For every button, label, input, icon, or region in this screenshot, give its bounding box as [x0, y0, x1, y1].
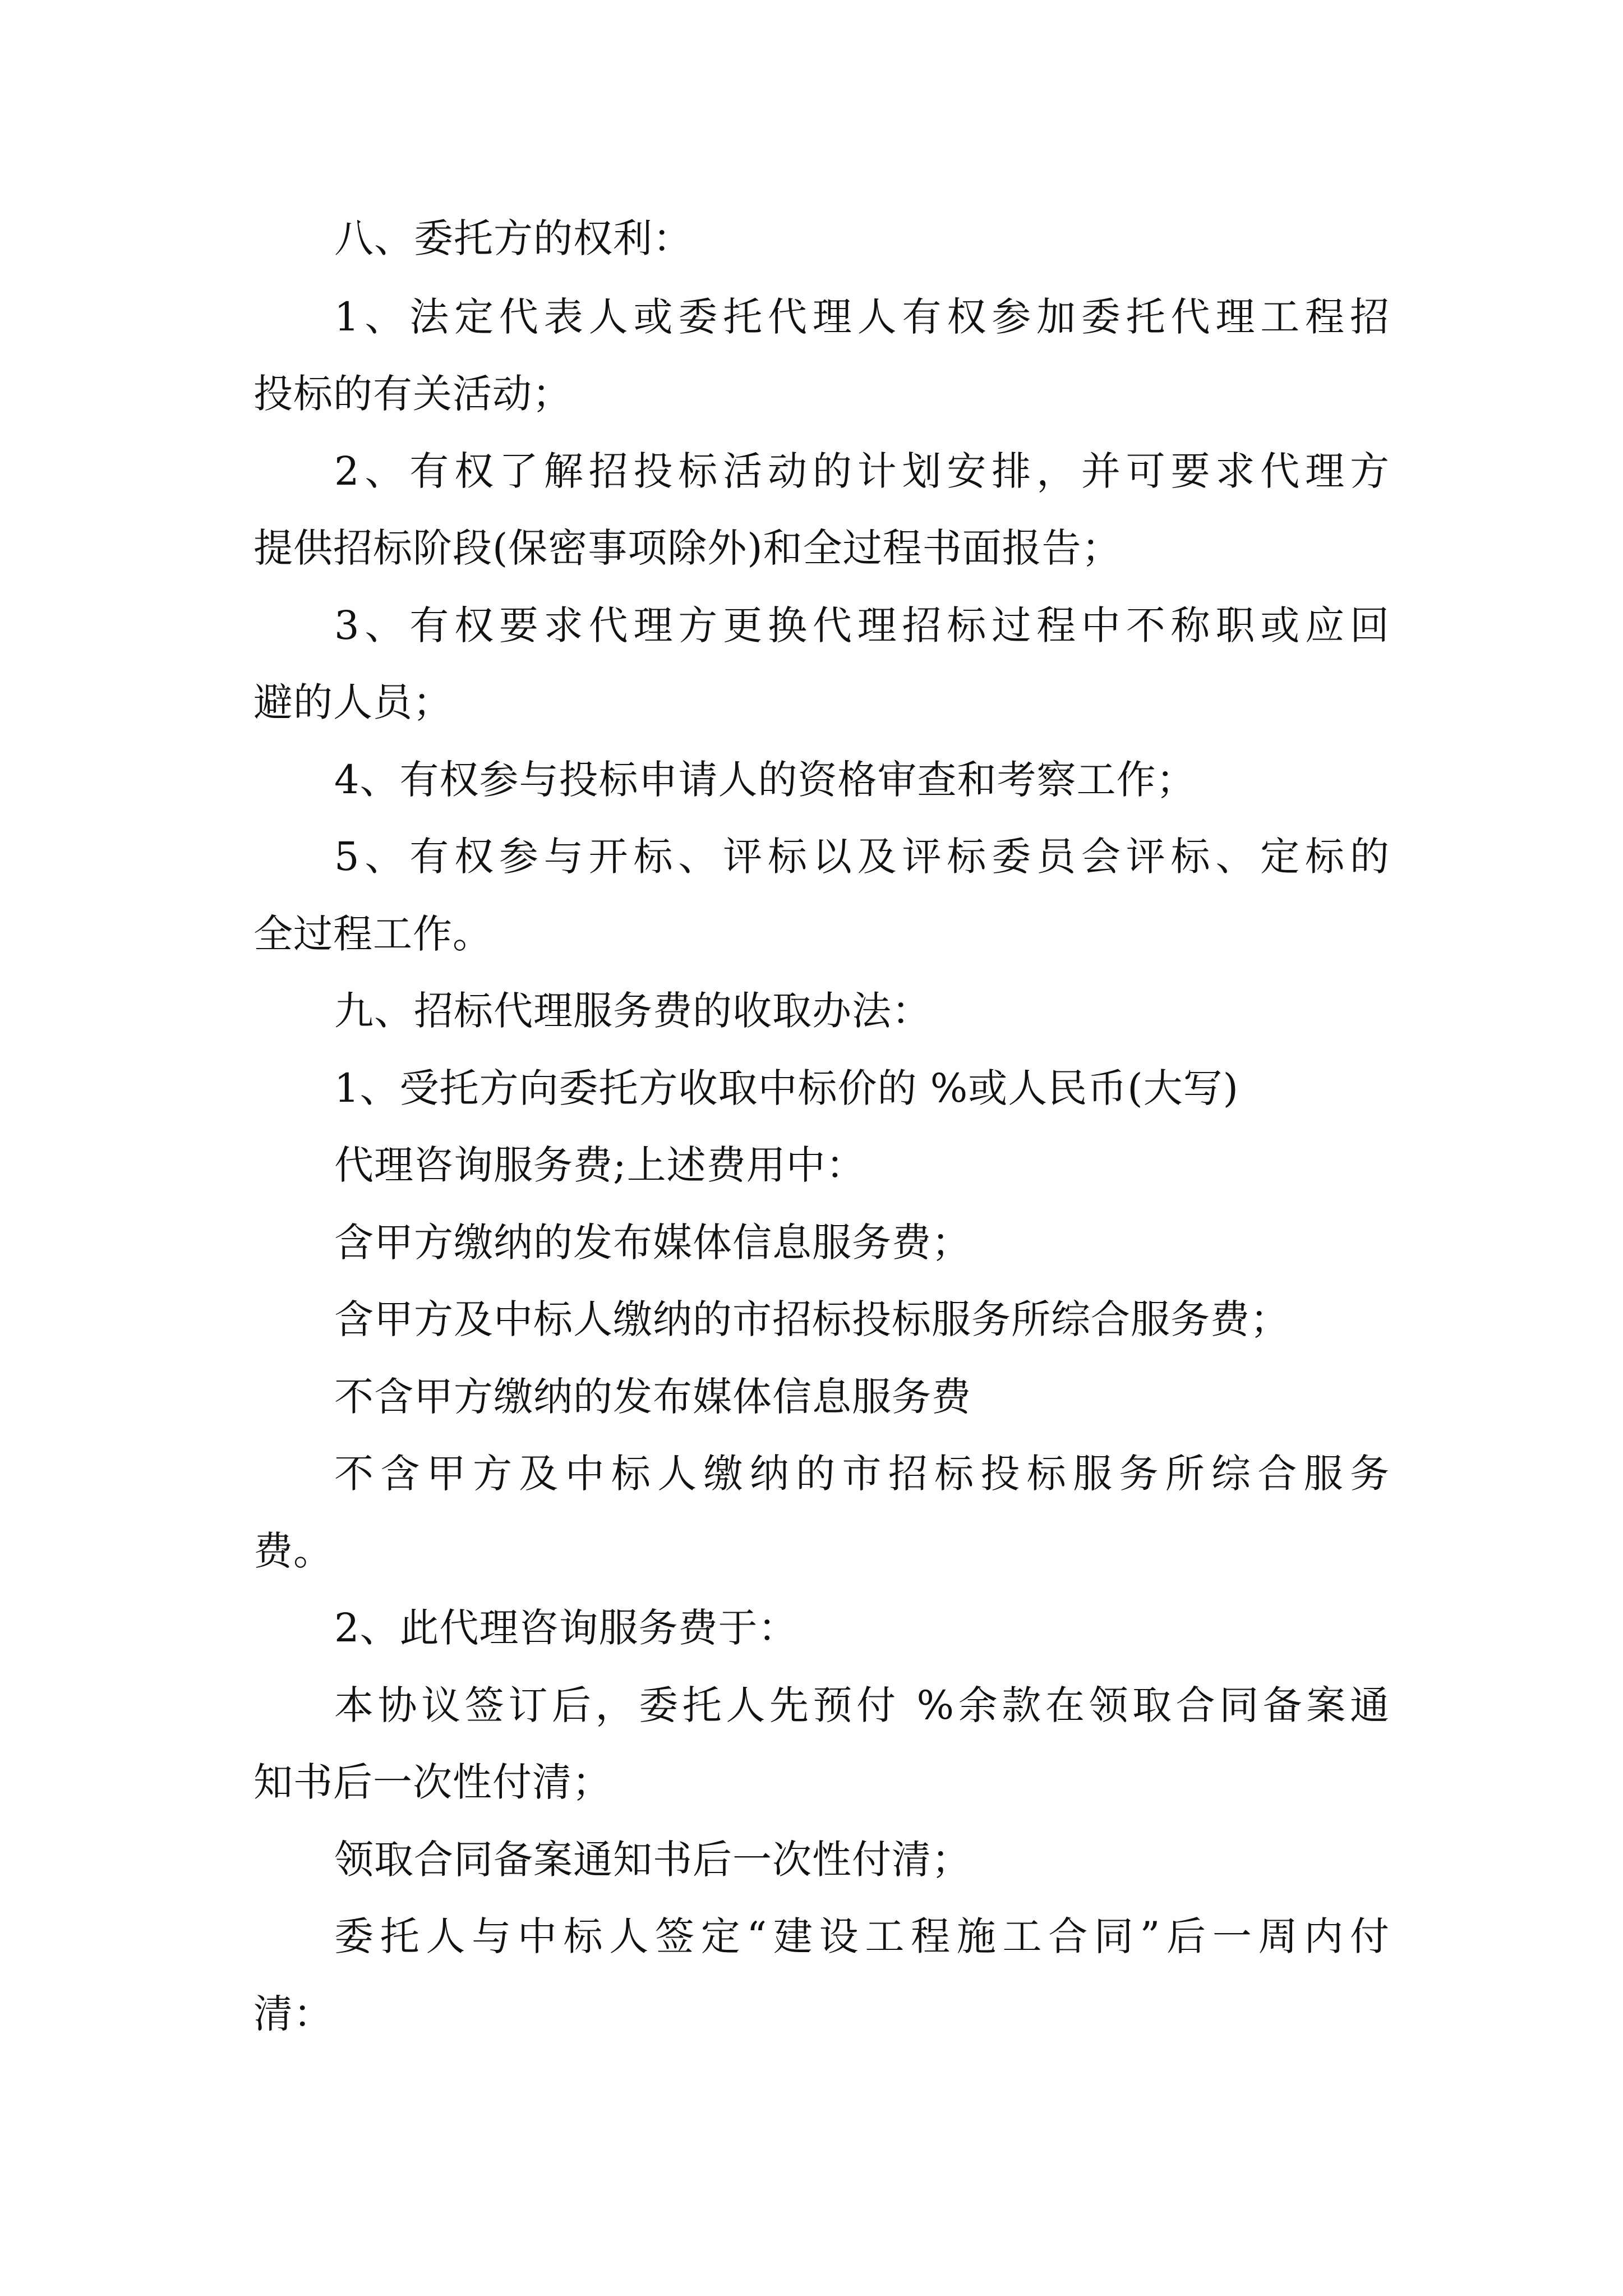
section-heading-8: 八、委托方的权利：	[334, 215, 693, 261]
paragraph-line: 不含甲方缴纳的发布媒体信息服务费	[334, 1374, 971, 1420]
paragraph-line: 委托人与中标人签定“建设工程施工合同”后一周内付	[334, 1913, 1390, 1959]
paragraph-line: 全过程工作。	[253, 911, 492, 957]
paragraph-line: 含甲方及中标人缴纳的市招标投标服务所综合服务费；	[334, 1296, 1290, 1342]
paragraph-line: 2、此代理咨询服务费于：	[334, 1605, 798, 1651]
paragraph-line: 领取合同备案通知书后一次性付清；	[334, 1837, 971, 1883]
paragraph-line: 清：	[253, 1991, 333, 2037]
paragraph-line: 知书后一次性付清；	[253, 1759, 612, 1805]
section-heading-9: 九、招标代理服务费的收取办法：	[334, 988, 932, 1034]
paragraph-line: 1、法定代表人或委托代理人有权参加委托代理工程招	[334, 294, 1390, 340]
paragraph-line: 不含甲方及中标人缴纳的市招标投标服务所综合服务	[334, 1451, 1390, 1497]
paragraph-line: 3、有权要求代理方更换代理招标过程中不称职或应回	[334, 602, 1390, 648]
paragraph-line: 提供招标阶段(保密事项除外)和全过程书面报告；	[253, 525, 1122, 571]
paragraph-line: 含甲方缴纳的发布媒体信息服务费；	[334, 1220, 971, 1266]
paragraph-line: 4、有权参与投标申请人的资格审查和考察工作；	[334, 757, 1196, 803]
paragraph-line: 2、有权了解招投标活动的计划安排，并可要求代理方	[334, 448, 1390, 494]
paragraph-line: 投标的有关活动；	[253, 371, 572, 417]
paragraph-line: 本协议签订后，委托人先预付 %余款在领取合同备案通	[334, 1682, 1390, 1728]
paragraph-line: 1、受托方向委托方收取中标价的 %或人民币(大写)	[334, 1065, 1239, 1111]
paragraph-line: 代理咨询服务费;上述费用中：	[334, 1142, 866, 1188]
paragraph-line: 5、有权参与开标、评标以及评标委员会评标、定标的	[334, 834, 1390, 880]
paragraph-line: 费。	[253, 1528, 333, 1574]
paragraph-line: 避的人员；	[253, 679, 453, 725]
